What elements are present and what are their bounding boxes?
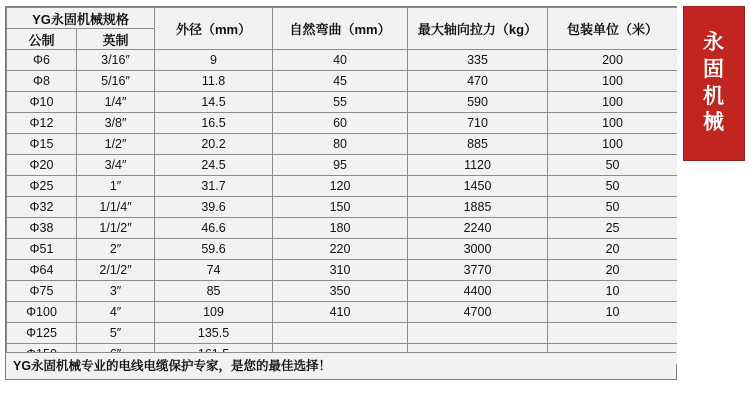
cell-package-unit: 200 xyxy=(548,50,678,71)
cell-outer-diameter: 46.6 xyxy=(155,218,273,239)
cell-metric: Φ64 xyxy=(7,260,77,281)
cell-metric: Φ25 xyxy=(7,176,77,197)
table-row xyxy=(7,302,678,323)
cell-outer-diameter: 14.5 xyxy=(155,92,273,113)
cell-imperial: 1″ xyxy=(77,176,155,197)
cell-metric: Φ38 xyxy=(7,218,77,239)
cell-metric: Φ75 xyxy=(7,281,77,302)
cell-natural-bend: 150 xyxy=(273,197,408,218)
cell-natural-bend: 350 xyxy=(273,281,408,302)
cell-package-unit: 50 xyxy=(548,155,678,176)
cell-imperial: 3/16″ xyxy=(77,50,155,71)
cell-outer-diameter: 11.8 xyxy=(155,71,273,92)
cell-imperial: 1/1/2″ xyxy=(77,218,155,239)
cell-package-unit: 25 xyxy=(548,218,678,239)
cell-max-axial-pull: 4700 xyxy=(408,302,548,323)
cell-metric: Φ10 xyxy=(7,92,77,113)
table-row xyxy=(7,176,678,197)
cell-imperial: 4″ xyxy=(77,302,155,323)
footer-note: YG永固机械专业的电线电缆保护专家，是您的最佳选择！ xyxy=(6,352,676,379)
table-scroll-area xyxy=(6,7,676,352)
cell-outer-diameter: 109 xyxy=(155,302,273,323)
header-package-unit: 包装单位（米） xyxy=(548,8,678,50)
table-row xyxy=(7,92,678,113)
cell-imperial: 3/4″ xyxy=(77,155,155,176)
cell-outer-diameter: 24.5 xyxy=(155,155,273,176)
cell-package-unit xyxy=(548,323,678,344)
cell-outer-diameter: 59.6 xyxy=(155,239,273,260)
header-spec-title: YG永固机械规格 xyxy=(7,8,155,29)
cell-max-axial-pull xyxy=(408,323,548,344)
cell-natural-bend: 55 xyxy=(273,92,408,113)
cell-max-axial-pull: 3000 xyxy=(408,239,548,260)
brand-panel-backdrop xyxy=(683,161,745,380)
cell-max-axial-pull: 3770 xyxy=(408,260,548,281)
cell-outer-diameter: 20.2 xyxy=(155,134,273,155)
cell-natural-bend: 310 xyxy=(273,260,408,281)
table-row xyxy=(7,155,678,176)
cell-outer-diameter: 9 xyxy=(155,50,273,71)
cell-outer-diameter: 74 xyxy=(155,260,273,281)
cell-metric: Φ20 xyxy=(7,155,77,176)
cell-package-unit: 20 xyxy=(548,239,678,260)
cell-imperial: 1/4″ xyxy=(77,92,155,113)
cell-natural-bend: 180 xyxy=(273,218,408,239)
cell-outer-diameter: 31.7 xyxy=(155,176,273,197)
table-row xyxy=(7,113,678,134)
table-row xyxy=(7,260,678,281)
cell-outer-diameter: 135.5 xyxy=(155,323,273,344)
cell-package-unit: 100 xyxy=(548,134,678,155)
cell-metric: Φ6 xyxy=(7,50,77,71)
cell-max-axial-pull: 1885 xyxy=(408,197,548,218)
cell-metric: Φ32 xyxy=(7,197,77,218)
table-row xyxy=(7,218,678,239)
table-header xyxy=(7,8,678,50)
cell-metric: Φ15 xyxy=(7,134,77,155)
brand-char-2: 固 xyxy=(703,57,725,81)
cell-imperial: 2/1/2″ xyxy=(77,260,155,281)
cell-imperial: 1/1/4″ xyxy=(77,197,155,218)
table-row xyxy=(7,50,678,71)
cell-natural-bend: 120 xyxy=(273,176,408,197)
cell-imperial: 2″ xyxy=(77,239,155,260)
cell-imperial: 3″ xyxy=(77,281,155,302)
cell-natural-bend: 80 xyxy=(273,134,408,155)
brand-char-1: 永 xyxy=(703,30,725,54)
table-row xyxy=(7,239,678,260)
header-max-axial-pull: 最大轴向拉力（kg） xyxy=(408,8,548,50)
cell-package-unit: 100 xyxy=(548,113,678,134)
cell-package-unit: 50 xyxy=(548,176,678,197)
table-row xyxy=(7,323,678,344)
cell-metric: Φ100 xyxy=(7,302,77,323)
cell-metric: Φ12 xyxy=(7,113,77,134)
cell-natural-bend: 60 xyxy=(273,113,408,134)
cell-natural-bend: 95 xyxy=(273,155,408,176)
cell-max-axial-pull: 2240 xyxy=(408,218,548,239)
cell-max-axial-pull: 885 xyxy=(408,134,548,155)
cell-package-unit: 20 xyxy=(548,260,678,281)
cell-max-axial-pull: 1120 xyxy=(408,155,548,176)
brand-logo-panel xyxy=(683,6,745,161)
cell-max-axial-pull: 710 xyxy=(408,113,548,134)
specification-table xyxy=(6,7,678,365)
cell-max-axial-pull: 4400 xyxy=(408,281,548,302)
cell-imperial: 1/2″ xyxy=(77,134,155,155)
header-natural-bend: 自然弯曲（mm） xyxy=(273,8,408,50)
cell-outer-diameter: 16.5 xyxy=(155,113,273,134)
header-metric: 公制 xyxy=(7,29,77,50)
cell-package-unit: 10 xyxy=(548,281,678,302)
cell-metric: Φ125 xyxy=(7,323,77,344)
brand-char-3: 机 xyxy=(703,84,725,108)
cell-max-axial-pull: 590 xyxy=(408,92,548,113)
cell-natural-bend: 220 xyxy=(273,239,408,260)
table-header-row-1 xyxy=(7,8,678,29)
cell-imperial: 5″ xyxy=(77,323,155,344)
cell-package-unit: 10 xyxy=(548,302,678,323)
cell-natural-bend: 410 xyxy=(273,302,408,323)
cell-imperial: 5/16″ xyxy=(77,71,155,92)
table-row xyxy=(7,71,678,92)
cell-metric: Φ8 xyxy=(7,71,77,92)
cell-natural-bend: 45 xyxy=(273,71,408,92)
brand-char-4: 械 xyxy=(703,111,725,135)
cell-imperial: 3/8″ xyxy=(77,113,155,134)
table-row xyxy=(7,134,678,155)
cell-max-axial-pull: 470 xyxy=(408,71,548,92)
specification-table-panel xyxy=(5,6,677,380)
table-row xyxy=(7,281,678,302)
cell-max-axial-pull: 1450 xyxy=(408,176,548,197)
cell-natural-bend xyxy=(273,323,408,344)
cell-natural-bend: 40 xyxy=(273,50,408,71)
cell-package-unit: 50 xyxy=(548,197,678,218)
cell-package-unit: 100 xyxy=(548,71,678,92)
panel-right-edge xyxy=(677,6,678,380)
cell-metric: Φ51 xyxy=(7,239,77,260)
header-outer-diameter: 外径（mm） xyxy=(155,8,273,50)
table-body xyxy=(7,50,678,365)
cell-max-axial-pull: 335 xyxy=(408,50,548,71)
table-row xyxy=(7,197,678,218)
header-imperial: 英制 xyxy=(77,29,155,50)
cell-package-unit: 100 xyxy=(548,92,678,113)
cell-outer-diameter: 39.6 xyxy=(155,197,273,218)
cell-outer-diameter: 85 xyxy=(155,281,273,302)
